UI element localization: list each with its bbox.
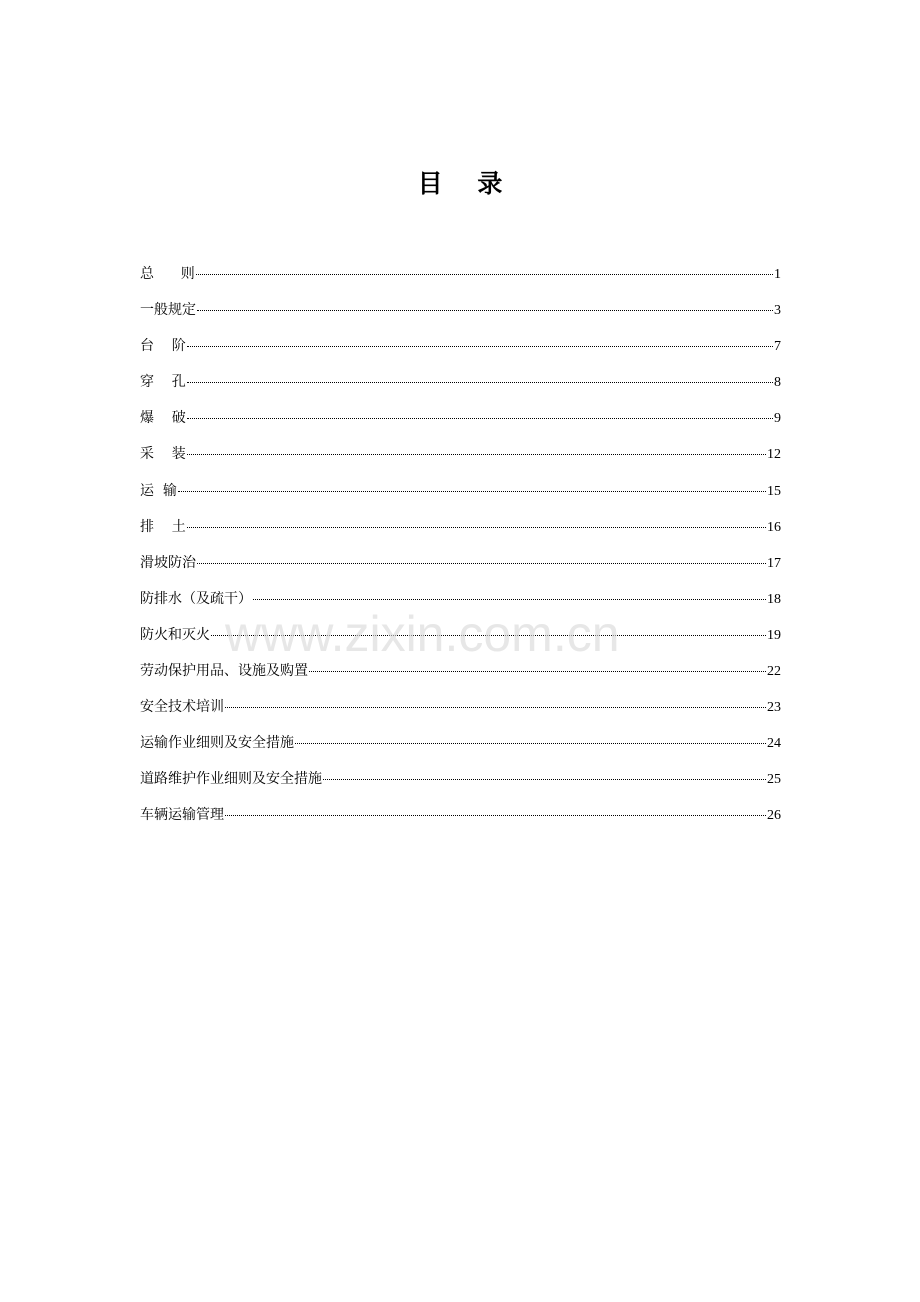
toc-entry[interactable] [140, 551, 781, 587]
toc-entry-label: 安全技术培训 [140, 699, 224, 716]
toc-entry-label: 采 装 [140, 446, 186, 463]
toc-entry[interactable] [140, 767, 781, 803]
dot-leader [187, 513, 766, 528]
watermark: www.zixin.com.cn [225, 606, 620, 662]
dot-leader [187, 440, 766, 455]
toc-entry[interactable] [140, 479, 781, 515]
toc-entry-label: 运输作业细则及安全措施 [140, 735, 294, 752]
toc-entry[interactable] [140, 659, 781, 695]
dot-leader [323, 765, 766, 780]
toc-entry-page: 1 [774, 267, 781, 282]
toc-entry-label: 总 则 [140, 266, 195, 282]
toc-entry[interactable] [140, 731, 781, 767]
toc-entry[interactable] [140, 442, 781, 478]
dot-leader [197, 296, 773, 311]
toc-entry[interactable] [140, 623, 781, 659]
toc-entry[interactable] [140, 262, 781, 298]
dot-leader [187, 332, 773, 347]
toc-entry-page: 8 [774, 375, 781, 391]
toc-entry-page: 9 [774, 411, 781, 427]
toc-entry[interactable] [140, 803, 781, 839]
toc-entry-page: 23 [767, 700, 781, 716]
dot-leader [295, 729, 766, 744]
dot-leader [187, 404, 773, 419]
toc-entry-page: 16 [767, 519, 781, 535]
toc-entry-label: 运 输 [140, 482, 177, 499]
toc-entry-label: 滑坡防治 [140, 554, 196, 571]
toc-entry-page: 19 [767, 627, 781, 643]
toc-entry-label: 排 土 [140, 518, 186, 535]
toc-entry-page: 15 [767, 483, 781, 499]
toc-entry-page: 17 [767, 555, 781, 571]
dot-leader [211, 621, 766, 636]
toc-entry-page: 25 [767, 772, 781, 788]
toc-entry-page: 22 [767, 664, 781, 680]
toc-entry[interactable] [140, 370, 781, 406]
toc-entry-label: 穿 孔 [140, 374, 186, 391]
toc-entry-page: 3 [774, 303, 781, 319]
toc-entry-label: 爆 破 [140, 410, 186, 427]
toc-entry[interactable] [140, 515, 781, 551]
toc-entry-label: 道路维护作业细则及安全措施 [140, 771, 322, 788]
toc-entry[interactable] [140, 298, 781, 334]
toc-entry[interactable] [140, 695, 781, 731]
toc-entry-label: 台 阶 [140, 338, 186, 355]
toc-entry-label: 防排水（及疏干） [140, 590, 252, 607]
toc-list [140, 262, 781, 840]
toc-entry-label: 一般规定 [140, 302, 196, 319]
toc-entry-page: 18 [767, 591, 781, 607]
toc-entry-page: 7 [774, 339, 781, 355]
toc-entry-page: 24 [767, 736, 781, 752]
dot-leader [253, 585, 766, 600]
toc-entry-label: 防火和灭火 [140, 626, 210, 643]
dot-leader [197, 549, 766, 564]
dot-leader [187, 368, 773, 383]
toc-entry[interactable] [140, 587, 781, 623]
dot-leader [196, 260, 773, 275]
dot-leader [178, 477, 766, 492]
dot-leader [225, 801, 766, 816]
toc-entry-page: 12 [767, 447, 781, 463]
toc-entry-label: 劳动保护用品、设施及购置 [140, 663, 308, 680]
toc-entry[interactable] [140, 406, 781, 442]
toc-entry-page: 26 [767, 808, 781, 824]
toc-entry[interactable] [140, 334, 781, 370]
dot-leader [225, 693, 766, 708]
toc-entry-label: 车辆运输管理 [140, 807, 224, 824]
dot-leader [309, 657, 766, 672]
toc-title: 目 录 [417, 169, 503, 198]
